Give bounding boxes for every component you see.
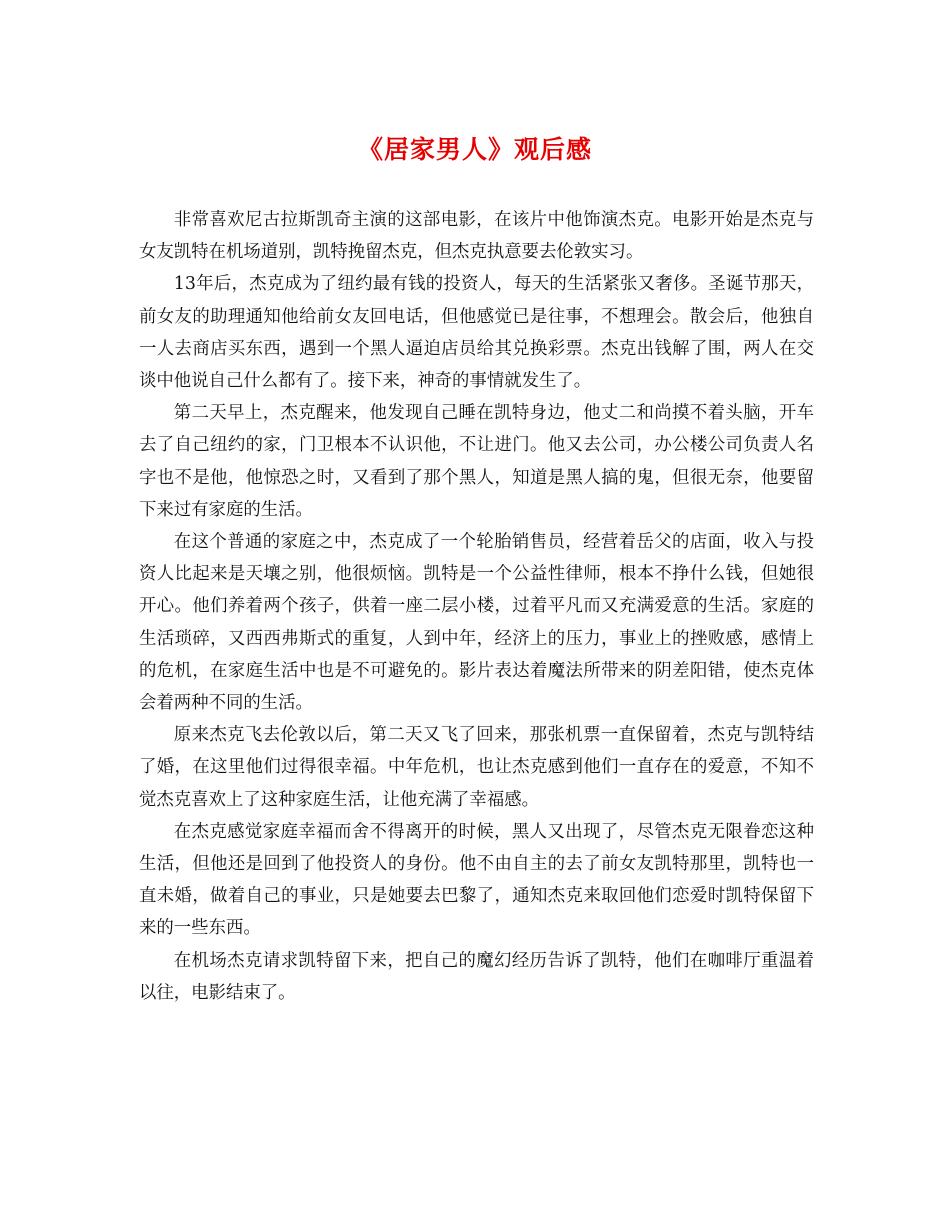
paragraph: 第二天早上，杰克醒来，他发现自己睡在凯特身边，他丈二和尚摸不着头脑，开车去了自己纽约的家，门卫根本不认识他，不让进门。他又去公司，办公楼公司负责人名字也不是他，他惊恐之时，又看到了那个黑人，知道是黑人搞的鬼，但很无奈，他要留下来过有家庭的生活。 [139, 403, 814, 520]
paragraph: 原来杰克飞去伦敦以后，第二天又飞了回来，那张机票一直保留着，杰克与凯特结了婚，在这里他们过得很幸福。中年危机，也让杰克感到他们一直存在的爱意，不知不觉杰克喜欢上了这种家庭生活，让他充满了幸福感。 [139, 725, 814, 810]
paragraph: 在这个普通的家庭之中，杰克成了一个轮胎销售员，经营着岳父的店面，收入与投资人比起来是天壤之别，他很烦恼。凯特是一个公益性律师，根本不挣什么钱，但她很开心。他们养着两个孩子，供着一座二层小楼，过着平凡而又充满爱意的生活。家庭的生活琐碎，又西西弗斯式的重复，人到中年，经济上的压力，事业上的挫败感，感情上的危机，在家庭生活中也是不可避免的。影片表达着魔法所带来的阴差阳错，使杰克体会着两种不同的生活。 [139, 532, 814, 714]
document-title: 《居家男人》观后感 [357, 135, 592, 164]
paragraph: 13年后，杰克成为了纽约最有钱的投资人，每天的生活紧张又奢侈。圣诞节那天，前女友的助理通知他给前女友回电话，但他感觉已是往事，不想理会。散会后，他独自一人去商店买东西，遇到一个黑人逼迫店员给其兑换彩票。杰克出钱解了围，两人在交谈中他说自己什么都有了。接下来，神奇的事情就发生了。 [139, 274, 814, 392]
document-body [139, 204, 814, 1009]
paragraph: 非常喜欢尼古拉斯凯奇主演的这部电影，在该片中他饰演杰克。电影开始是杰克与女友凯特在机场道别，凯特挽留杰克，但杰克执意要去伦敦实习。 [139, 210, 814, 263]
paragraph: 在机场杰克请求凯特留下来，把自己的魔幻经历告诉了凯特，他们在咖啡厅重温着以往，电影结束了。 [139, 950, 814, 1003]
paragraph: 在杰克感觉家庭幸福而舍不得离开的时候，黑人又出现了，尽管杰克无限眷恋这种生活，但他还是回到了他投资人的身份。他不由自主的去了前女友凯特那里，凯特也一直未婚，做着自己的事业，只是她要去巴黎了，通知杰克来取回他们恋爱时凯特保留下来的一些东西。 [139, 821, 814, 939]
